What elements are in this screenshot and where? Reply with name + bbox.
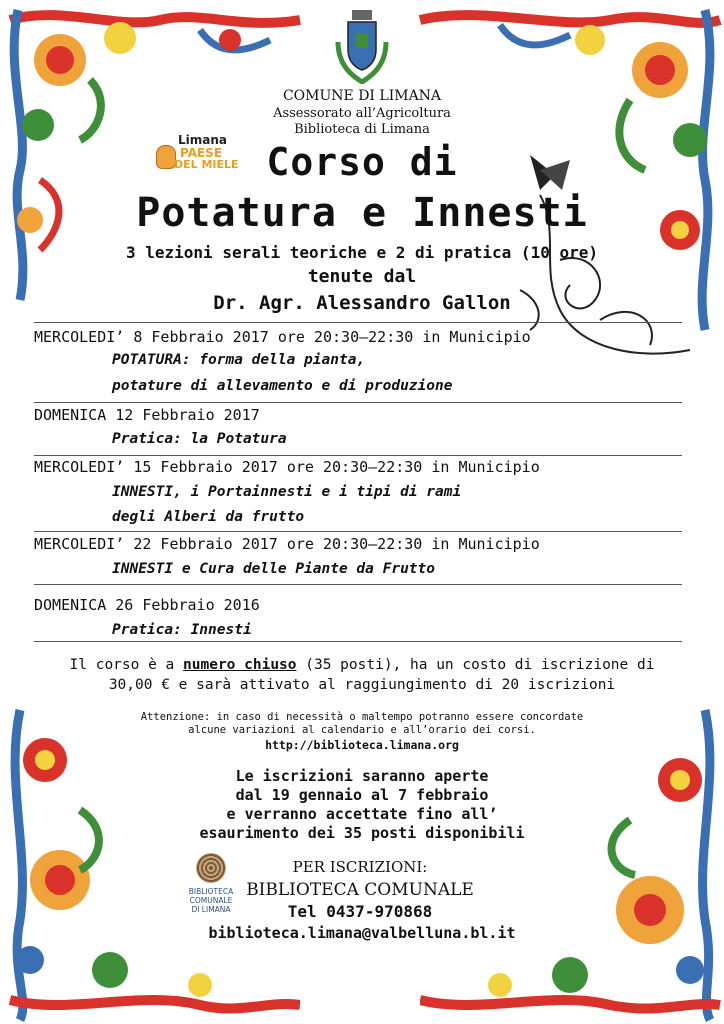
session-5-topic-1: Pratica: Innesti	[112, 622, 252, 638]
divider	[34, 402, 682, 403]
enrollment-line-4: esaurimento dei 35 posti disponibili	[199, 824, 525, 842]
fingerprint-icon	[196, 853, 226, 883]
enrollment-line-3: e verranno accettate fino all’	[226, 805, 498, 823]
biblioteca-comunale-logo	[186, 853, 236, 923]
logo-del-miele-text: DEL MIELE	[174, 158, 239, 171]
session-5-date: DOMENICA 26 Febbraio 2016	[34, 596, 260, 614]
session-1-topic-2: potature di allevamento e di produzione	[112, 378, 453, 394]
session-1-topic-1: POTATURA: forma della pianta,	[112, 352, 366, 368]
enrollment-line-1: Le iscrizioni saranno aperte	[235, 767, 489, 785]
divider	[34, 641, 682, 642]
website-link[interactable]: http://biblioteca.limana.org	[265, 738, 459, 752]
enroll-heading: PER ISCRIZIONI:	[292, 858, 428, 876]
session-2-date: DOMENICA 12 Febbraio 2017	[34, 406, 260, 424]
divider	[34, 322, 682, 323]
library-name: BIBLIOTECA COMUNALE	[246, 880, 474, 900]
biblioteca-label: Biblioteca di Limana	[294, 122, 430, 137]
biblio-logo-text-2: COMUNALE	[189, 896, 233, 905]
cost-line-1: Il corso è a numero chiuso (35 posti), ha un costo di iscrizione di	[69, 657, 655, 673]
phone-number[interactable]: Tel 0437-970868	[287, 902, 433, 921]
session-3-date: MERCOLEDI’ 15 Febbraio 2017 ore 20:30–22:30 in Municipio	[34, 458, 540, 476]
divider	[34, 455, 682, 456]
divider	[34, 531, 682, 532]
session-4-topic-1: INNESTI e Cura delle Piante da Frutto	[112, 561, 436, 577]
biblio-logo-text-3: DI LIMANA	[191, 905, 231, 914]
session-4-date: MERCOLEDI’ 22 Febbraio 2017 ore 20:30–22:30 in Municipio	[34, 535, 540, 553]
session-2-topic-1: Pratica: la Potatura	[112, 431, 287, 447]
logo-limana-text: Limana	[178, 133, 228, 147]
butterfly-swirl-decoration	[500, 150, 710, 380]
lessons-summary: 3 lezioni serali teoriche e 2 di pratica (10 ore)	[125, 243, 598, 262]
biblio-logo-text-1: BIBLIOTECA	[188, 887, 234, 896]
session-3-topic-2: degli Alberi da frutto	[112, 509, 305, 525]
session-3-topic-1: INNESTI, i Portainnesti e i tipi di rami	[112, 484, 462, 500]
title-line-1: Corso di	[266, 140, 458, 184]
held-by-label: tenute dal	[307, 266, 417, 287]
assessorato-label: Assessorato all’Agricoltura	[273, 106, 451, 121]
notice-line-2: alcune variazioni al calendario e all’orario dei corsi.	[188, 724, 536, 736]
email-address[interactable]: biblioteca.limana@valbelluna.bl.it	[208, 924, 516, 942]
comune-name: COMUNE DI LIMANA	[282, 88, 442, 104]
enrollment-line-2: dal 19 gennaio al 7 febbraio	[235, 786, 489, 804]
closed-number-emphasis: numero chiuso	[183, 657, 297, 673]
session-1-date: MERCOLEDI’ 8 Febbraio 2017 ore 20:30–22:30 in Municipio	[34, 328, 531, 346]
title-line-2: Potatura e Innesti	[136, 190, 588, 236]
teacher-name: Dr. Agr. Alessandro Gallon	[213, 292, 511, 314]
logo-paese-text: PAESE	[180, 146, 223, 160]
divider	[34, 584, 682, 585]
notice-line-1: Attenzione: in caso di necessità o maltempo potranno essere concordate	[140, 711, 584, 723]
coat-of-arms-icon	[334, 8, 390, 84]
cost-line-2: 30,00 € e sarà attivato al raggiungimento di 20 iscrizioni	[108, 677, 616, 693]
